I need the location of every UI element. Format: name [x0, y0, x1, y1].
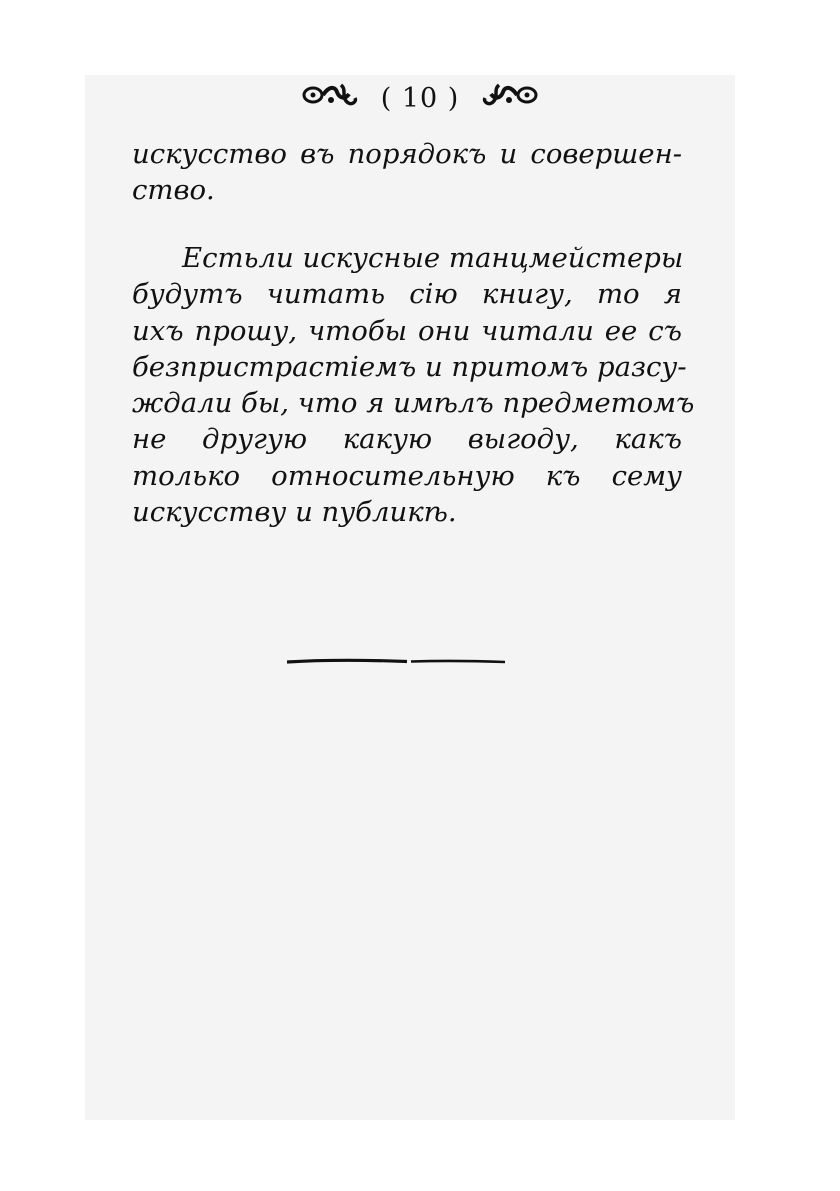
- text-line: только относительную къ сему: [132, 459, 682, 492]
- running-header: [0, 80, 840, 117]
- page-scan-area: [85, 75, 735, 1120]
- paragraph-continued: [132, 136, 682, 209]
- paragraph-main: [132, 240, 695, 530]
- text-line: будутъ читать сiю книгу, то я: [132, 278, 682, 311]
- floral-ornament-left-icon: [301, 80, 361, 117]
- text-line: безпристрастiемъ и притомъ разсу-: [132, 350, 687, 383]
- text-line: ство.: [132, 174, 215, 207]
- end-rule: [287, 653, 505, 671]
- text-line: Естьли искусные танцмейстеры: [182, 242, 684, 274]
- text-line: ихъ прошу, чтобы они читали ее съ: [132, 314, 682, 347]
- text-line: искусство въ порядокъ и совершен-: [132, 138, 682, 170]
- text-line: не другую какую выгоду, какъ: [132, 423, 682, 456]
- floral-ornament-right-icon: [479, 80, 539, 117]
- page-number: ( 10 ): [380, 83, 460, 114]
- text-line: ждали бы, что я имѣлъ предметомъ: [132, 387, 695, 420]
- text-line: искусству и публикѣ.: [132, 496, 457, 529]
